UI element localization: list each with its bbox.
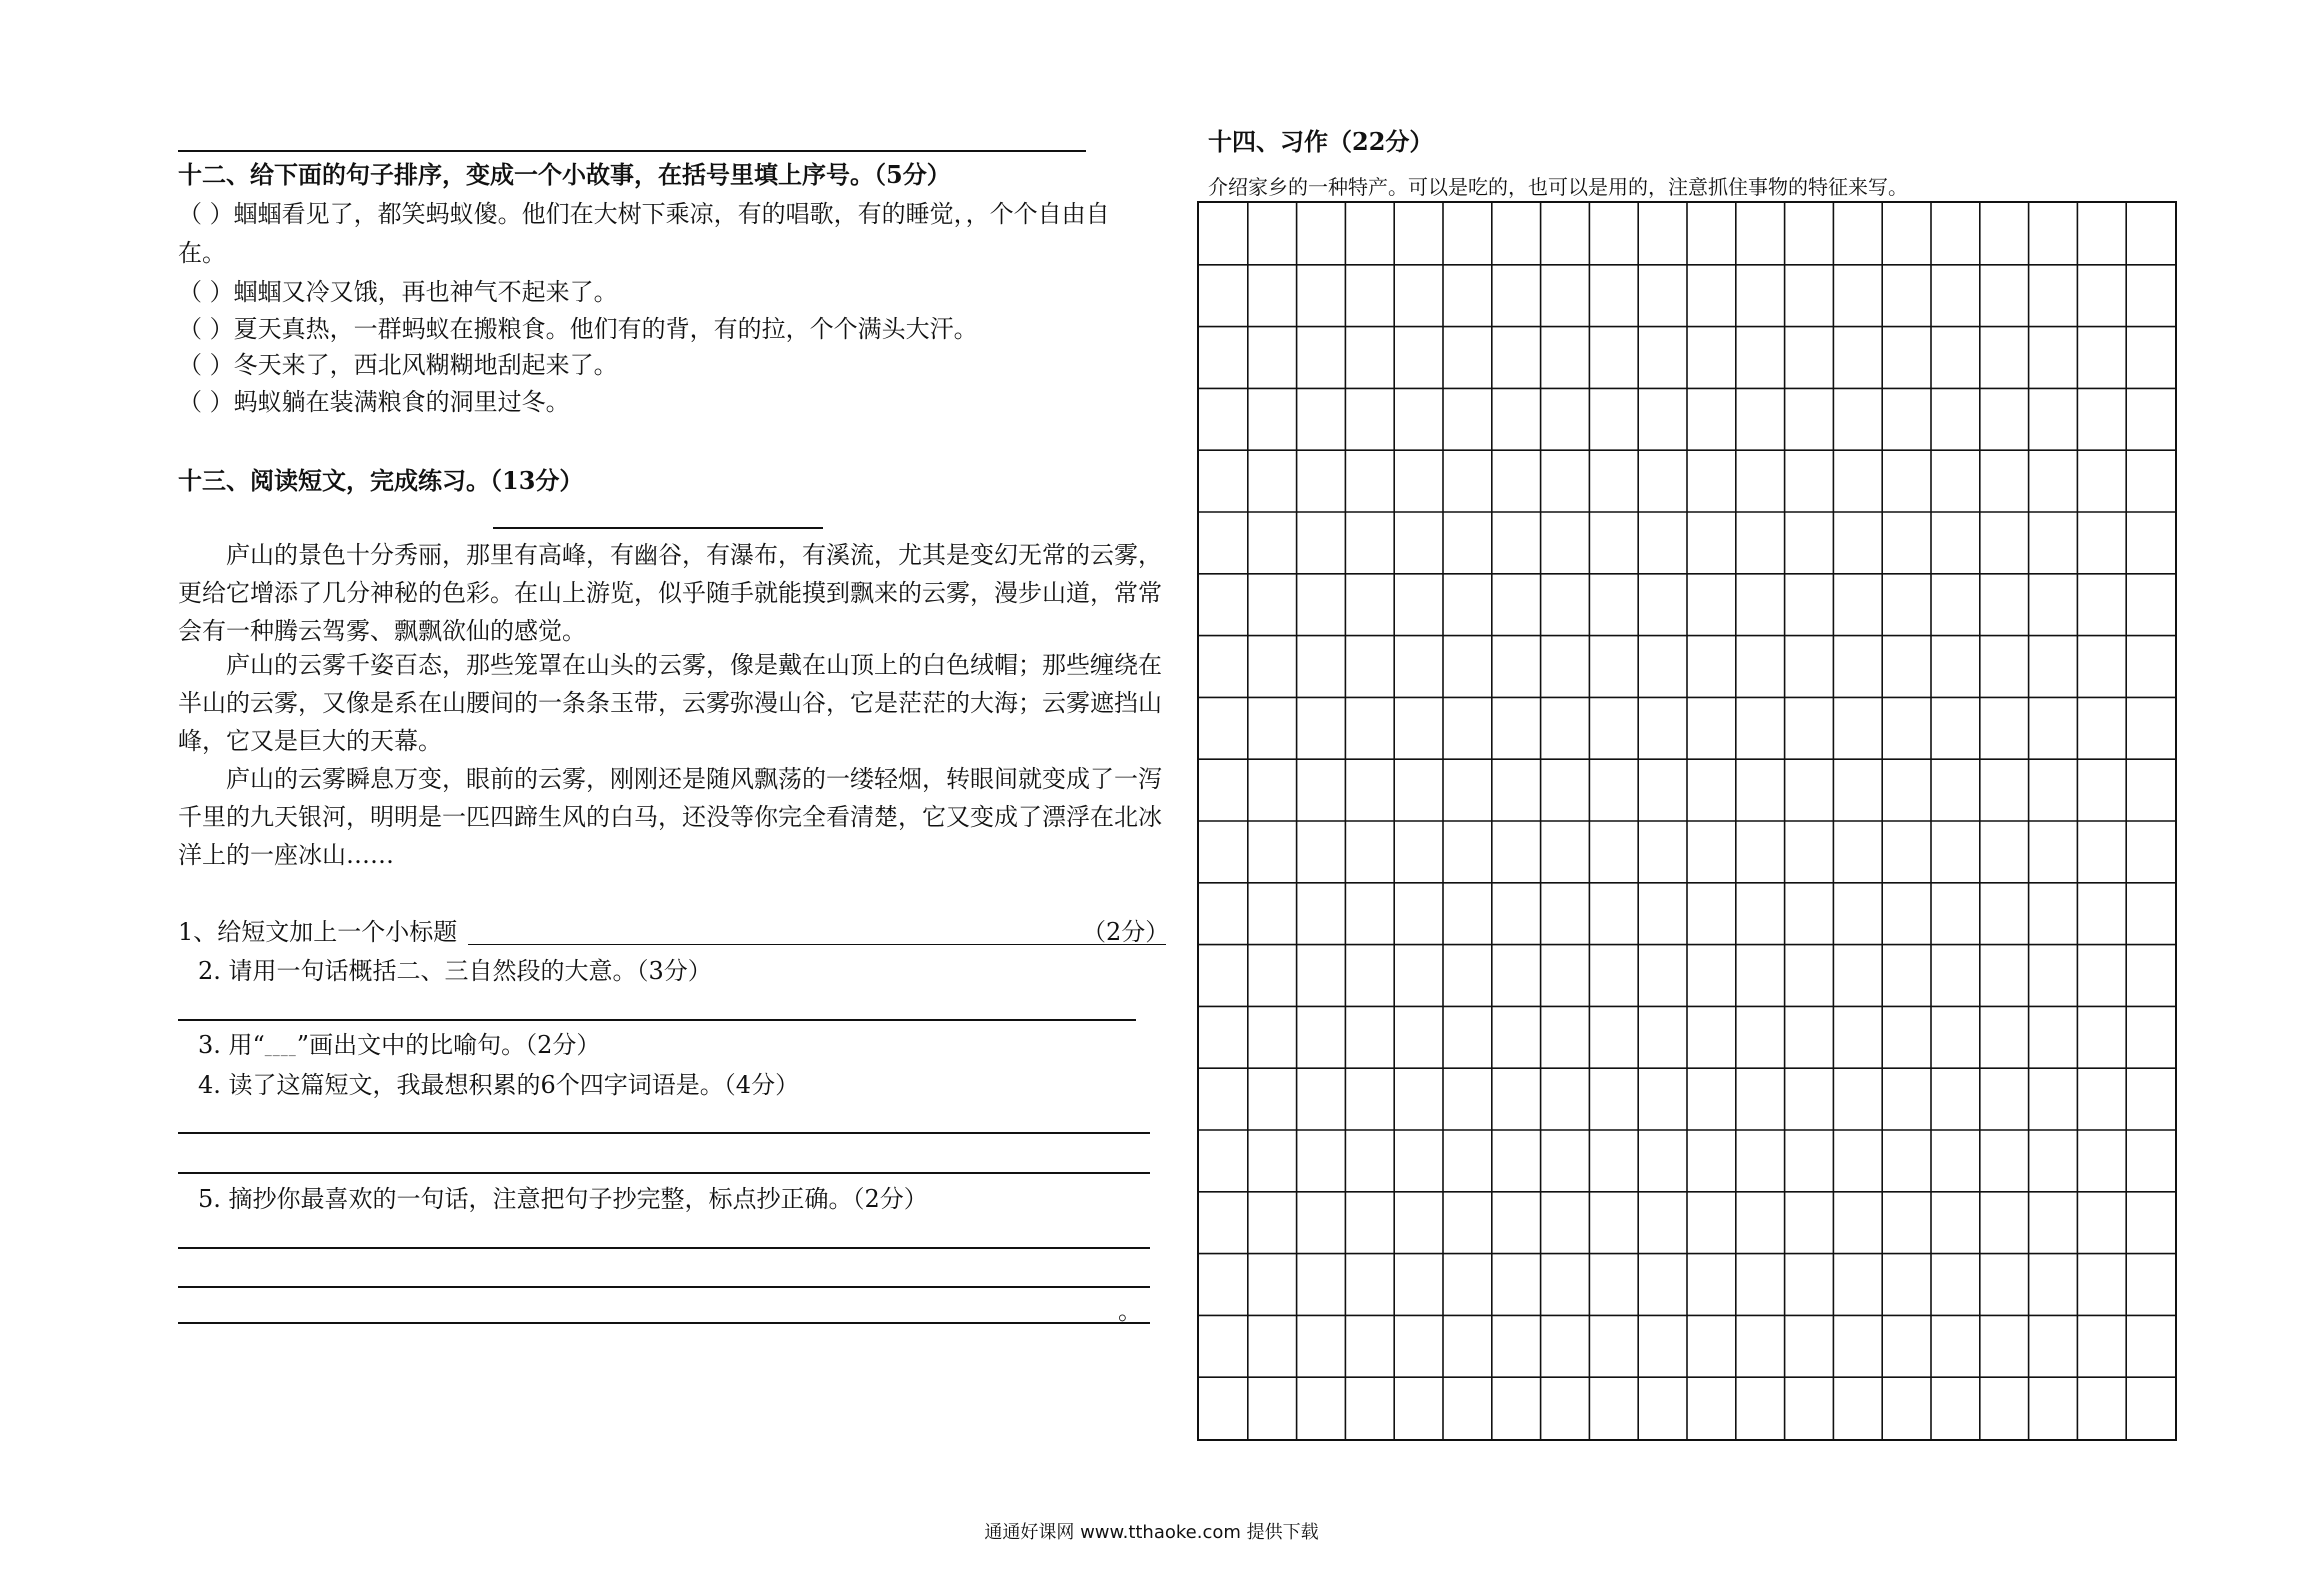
- footer-source: 通通好课网 www.tthaoke.com 提供下载: [984, 1522, 1319, 1543]
- question-2: 2. 请用一句话概括二、三自然段的大意。（3分）: [198, 957, 712, 985]
- section-13-title: 十三、阅读短文，完成练习。（13分）: [178, 466, 584, 495]
- question-5-answer-line-2[interactable]: [178, 1286, 1150, 1288]
- section-12-title: 十二、给下面的句子排序，变成一个小故事，在括号里填上序号。（5分）: [178, 160, 951, 189]
- reading-paragraph-1: 庐山的景色十分秀丽，那里有高峰，有幽谷，有瀑布，有溪流，尤其是变幻无常的云雾，更给它增添了几分神秘的色彩。在山上游览，似乎随手就能摸到飘来的云雾，漫步山道，常常会有一种腾云驾雾、飘飘欲仙的感觉。: [178, 541, 1162, 645]
- question-3: [198, 1030, 600, 1064]
- question-1-score: （2分）: [1082, 918, 1170, 946]
- sec12-item-2: （ ）蝈蝈又冷又饿，再也神气不起来了。: [178, 278, 618, 306]
- question-1: 1、给短文加上一个小标题: [178, 918, 458, 946]
- sec12-item-1: （ ）蝈蝈看见了，都笑蚂蚁傻。他们在大树下乘凉，有的唱歌，有的睡觉，，个个自由自: [178, 200, 1110, 228]
- question-3-suffix: ”画出文中的比喻句。（2分）: [296, 1031, 601, 1059]
- question-3-prefix: 3. 用“: [198, 1031, 265, 1059]
- question-5-end-mark: 。: [1118, 1297, 1142, 1325]
- top-answer-line: [178, 150, 1086, 152]
- question-4: 4. 读了这篇短文，我最想积累的6个四字词语是。（4分）: [198, 1071, 800, 1099]
- essay-writing-grid[interactable]: [1197, 201, 2177, 1441]
- reading-paragraph-3: 庐山的云雾瞬息万变，眼前的云雾，刚刚还是随风飘荡的一缕轻烟，转眼间就变成了一泻千里的九天银河，明明是一匹四蹄生风的白马，还没等你完全看清楚，它又变成了漂浮在北冰洋上的一座冰山……: [178, 765, 1162, 869]
- title-blank-line: [493, 527, 823, 529]
- sec12-item-4: （ ）冬天来了，西北风糊糊地刮起来了。: [178, 351, 618, 379]
- reading-paragraph-2: 庐山的云雾千姿百态，那些笼罩在山头的云雾，像是戴在山顶上的白色绒帽；那些缠绕在半山的云雾，又像是系在山腰间的一条条玉带，云雾弥漫山谷，它是茫茫的大海；云雾遮挡山峰，它又是巨大的天幕。: [178, 651, 1162, 755]
- question-4-answer-line-1[interactable]: [178, 1132, 1150, 1134]
- section-14-title: 十四、习作（22分）: [1208, 127, 1434, 156]
- grid-lines: [1199, 203, 2175, 1439]
- question-5-answer-line-1[interactable]: [178, 1247, 1150, 1249]
- sec12-item-1-cont: 在。: [178, 239, 226, 267]
- question-4-answer-line-2[interactable]: [178, 1172, 1150, 1174]
- question-5: 5. 摘抄你最喜欢的一句话，注意把句子抄完整，标点抄正确。（2分）: [198, 1185, 928, 1213]
- question-5-answer-line-3[interactable]: [178, 1322, 1150, 1324]
- question-2-answer-line[interactable]: [178, 1019, 1136, 1021]
- wavy-mark-sample: ____: [264, 1041, 297, 1057]
- sec12-item-5: （ ）蚂蚁躺在装满粮食的洞里过冬。: [178, 388, 570, 416]
- sec12-item-3: （ ）夏天真热，一群蚂蚁在搬粮食。他们有的背，有的拉，个个满头大汗。: [178, 315, 978, 343]
- essay-prompt: 介绍家乡的一种特产。可以是吃的，也可以是用的，注意抓住事物的特征来写。: [1208, 175, 1908, 199]
- question-1-answer-line[interactable]: [468, 944, 1166, 945]
